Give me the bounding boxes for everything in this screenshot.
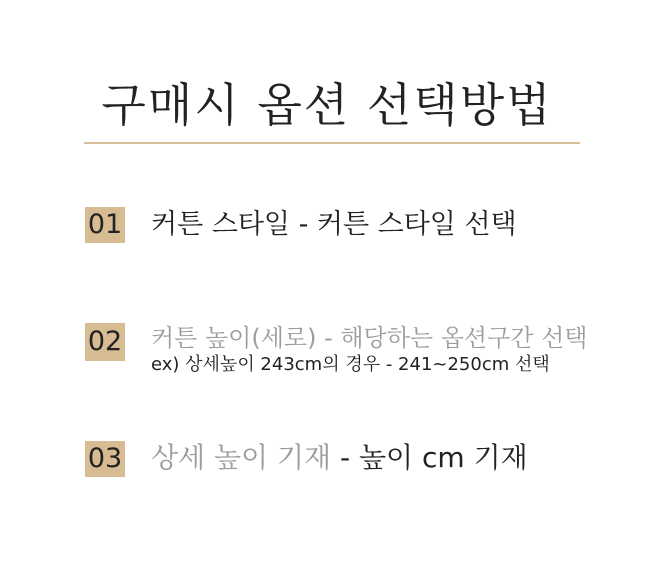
step-3-instruction: - 높이 cm 기재 bbox=[331, 441, 528, 474]
step-number-badge: 03 bbox=[85, 441, 125, 477]
step-1-text: 커튼 스타일 - 커튼 스타일 선택 bbox=[151, 209, 517, 240]
step-3-label: 상세 높이 기재 bbox=[151, 441, 332, 474]
page-title: 구매시 옵션 선택방법 bbox=[101, 78, 553, 132]
title-divider bbox=[84, 142, 580, 144]
step-2-example-note: ex) 상세높이 243cm의 경우 - 241~250cm 선택 bbox=[151, 354, 550, 375]
step-2-text: 커튼 높이(세로) - 해당하는 옵션구간 선택 bbox=[151, 324, 588, 352]
step-number-badge: 02 bbox=[85, 323, 125, 361]
step-number-badge: 01 bbox=[85, 207, 125, 243]
step-3-text bbox=[151, 440, 528, 476]
